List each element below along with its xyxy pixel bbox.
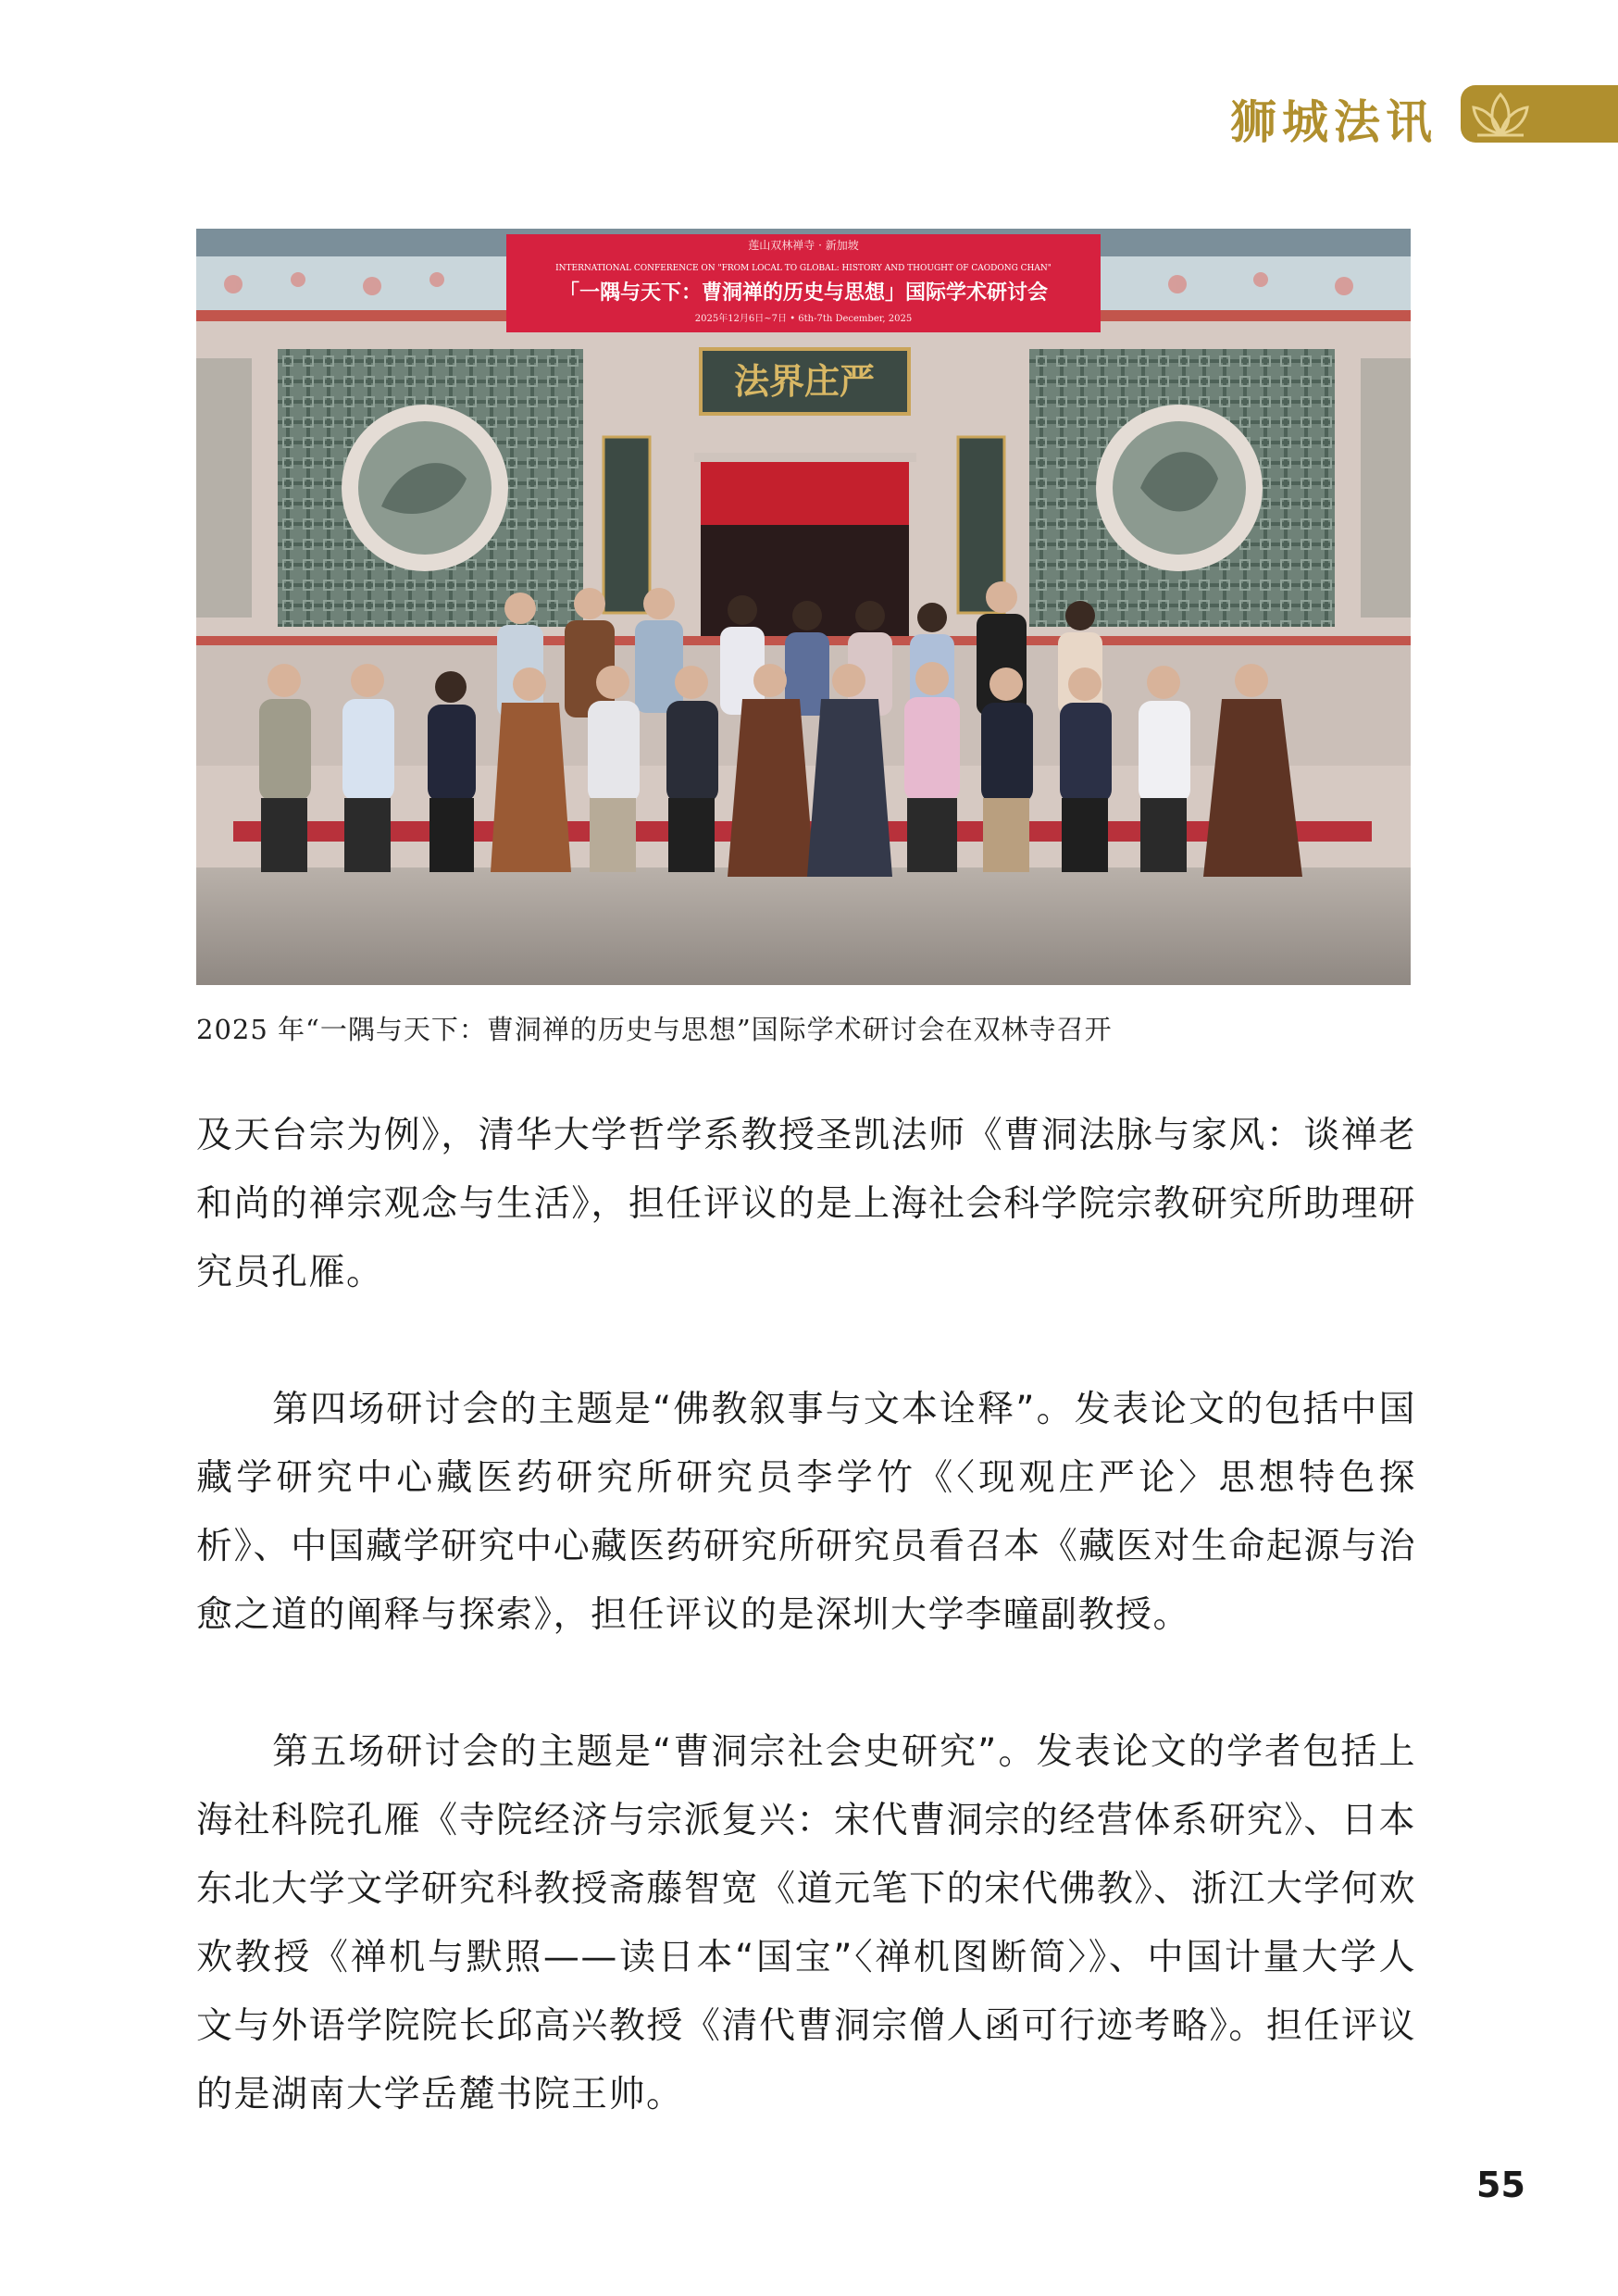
- magazine-title: 狮城法讯: [1230, 95, 1438, 149]
- banner-line2: INTERNATIONAL CONFERENCE ON "FROM LOCAL TO GLOBAL: HISTORY AND THOUGHT OF CAODONG CHAN": [555, 264, 1052, 273]
- banner-date: 2025年12月6日~7日 • 6th-7th December, 2025: [694, 314, 913, 324]
- banner-line1: 莲山双林禅寺 · 新加坡: [748, 239, 859, 252]
- header-tab: [1461, 85, 1618, 143]
- banner-title: 「一隅与天下：曹洞禅的历史与思想」国际学术研讨会: [558, 281, 1049, 305]
- paragraph-continuation: 及天台宗为例》，清华大学哲学系教授圣凯法师《曹洞法脉与家风：谈禅老和尚的禅宗观念与生活》，担任评议的是上海社会科学院宗教研究所助理研究员孔雁。: [196, 1115, 1416, 1293]
- group-photo: [196, 229, 1411, 985]
- paragraph-session-four: 第四场研讨会的主题是“佛教叙事与文本诠释”。发表论文的包括中国藏学研究中心藏医药研究所研究员李学竹《〈现观庄严论〉思想特色探析》、中国藏学研究中心藏医药研究所研究员看召本《藏医对生命起源与治愈之道的阐释与探索》，担任评议的是深圳大学李曈副教授。: [196, 1389, 1416, 1636]
- photo-caption: 2025 年“一隅与天下：曹洞禅的历史与思想”国际学术研讨会在双林寺召开: [196, 1014, 1113, 1045]
- plaque-text: 法界庄严: [733, 360, 876, 402]
- page-number: 55: [1476, 2165, 1525, 2205]
- paragraph-session-five: 第五场研讨会的主题是“曹洞宗社会史研究”。发表论文的学者包括上海社科院孔雁《寺院经济与宗派复兴：宋代曹洞宗的经营体系研究》、日本东北大学文学研究科教授斋藤智宽《道元笔下的宋代佛教》、浙江大学何欢欢教授《禅机与默照——读日本“国宝”〈禅机图断简〉》、中国计量大学人文与外语学院院长邱高兴教授《清代曹洞宗僧人函可行迹考略》。担任评议的是湖南大学岳麓书院王帅。: [196, 1731, 1416, 2115]
- lotus-icon: [1468, 89, 1533, 141]
- article-body: [196, 1102, 1416, 2129]
